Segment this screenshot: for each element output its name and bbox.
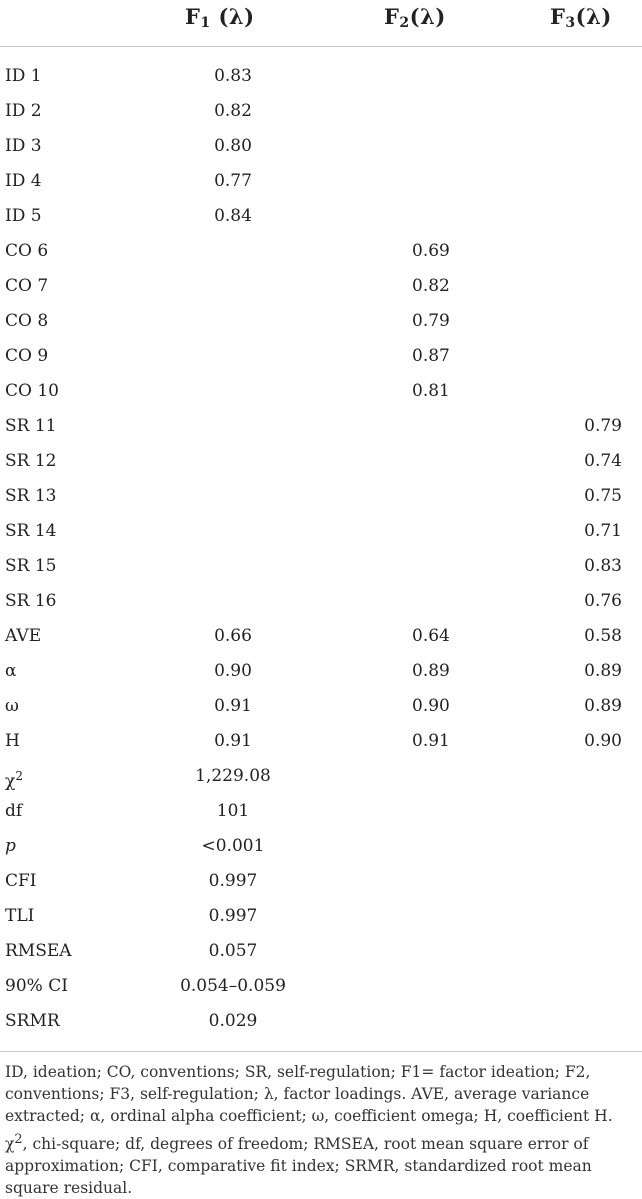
table-row bbox=[0, 759, 642, 794]
table-row bbox=[0, 234, 642, 269]
table-row bbox=[0, 444, 642, 479]
cell-f1: 0.057 bbox=[208, 941, 258, 961]
table-row bbox=[0, 269, 642, 304]
table-row bbox=[0, 864, 642, 899]
cell-f2: 0.87 bbox=[412, 346, 450, 366]
cell-f3: 0.89 bbox=[584, 696, 622, 716]
row-label: CO 10 bbox=[5, 381, 59, 401]
cell-f2: 0.91 bbox=[412, 731, 450, 751]
cell-f1 bbox=[158, 514, 308, 549]
cell-f3: 0.90 bbox=[584, 731, 622, 751]
table-row bbox=[0, 479, 642, 514]
table-row bbox=[0, 164, 642, 199]
table-row bbox=[0, 59, 642, 94]
table-row bbox=[0, 409, 642, 444]
cell-f3: 0.89 bbox=[584, 661, 622, 681]
row-label: CFI bbox=[5, 871, 37, 891]
cell-f3: 0.79 bbox=[584, 416, 622, 436]
table-row bbox=[0, 374, 642, 409]
cell-f3: 0.74 bbox=[584, 451, 622, 471]
row-label: SR 15 bbox=[5, 556, 57, 576]
cell-f2: 0.90 bbox=[412, 696, 450, 716]
table-row bbox=[0, 899, 642, 934]
table-row bbox=[0, 724, 642, 759]
row-label: SR 13 bbox=[5, 486, 57, 506]
cell-f1 bbox=[158, 234, 308, 269]
row-label: CO 7 bbox=[5, 276, 49, 296]
row-label: SR 14 bbox=[5, 521, 57, 541]
cell-f1 bbox=[158, 584, 308, 619]
cell-f1 bbox=[158, 374, 308, 409]
table-row bbox=[0, 304, 642, 339]
row-label: ID 3 bbox=[5, 136, 42, 156]
cell-f1 bbox=[158, 479, 308, 514]
cell-f2: 0.82 bbox=[412, 276, 450, 296]
row-label: 90% CI bbox=[5, 976, 68, 996]
row-label: SRMR bbox=[5, 1011, 60, 1031]
cell-f1 bbox=[158, 444, 308, 479]
row-label: p bbox=[5, 836, 16, 856]
cell-f3: 0.71 bbox=[584, 521, 622, 541]
footnote-fit-indices: $\chi^2$, chi-square; df, degrees of freedom; RMSEA, root mean square error of approximation; CFI, comparative fit index; SRMR, standardized root mean square residual. bbox=[5, 1132, 592, 1198]
table-header bbox=[0, 0, 642, 47]
table-row bbox=[0, 584, 642, 619]
cell-f1: 0.77 bbox=[214, 171, 252, 191]
table-bottom-rule bbox=[0, 1051, 642, 1052]
table-row bbox=[0, 514, 642, 549]
cell-f1: 0.91 bbox=[214, 731, 252, 751]
table-row bbox=[0, 794, 642, 829]
cell-f1: 0.997 bbox=[208, 906, 258, 926]
cell-f1: 0.029 bbox=[208, 1011, 258, 1031]
cell-f1 bbox=[158, 409, 308, 444]
row-label: CO 8 bbox=[5, 311, 49, 331]
table-row bbox=[0, 619, 642, 654]
row-label: CO 9 bbox=[5, 346, 49, 366]
table-row bbox=[0, 689, 642, 724]
footnote-abbreviations: ID, ideation; CO, conventions; SR, self-regulation; F1= factor ideation; F2, conventions; F3, self-regulation; λ, factor loadings. AVE, average variance extracted; α, ordinal alpha coefficient; ω, coefficient omega; H, coefficient H. bbox=[5, 1063, 613, 1125]
table-footnotes bbox=[5, 1061, 637, 1199]
row-label: ID 4 bbox=[5, 171, 42, 191]
row-label: SR 11 bbox=[5, 416, 57, 436]
table-row bbox=[0, 1004, 642, 1039]
row-label: ID 5 bbox=[5, 206, 42, 226]
cell-f3: 0.75 bbox=[584, 486, 622, 506]
cell-f1: 0.83 bbox=[214, 66, 252, 86]
cell-f2: 0.89 bbox=[412, 661, 450, 681]
cell-f1 bbox=[158, 304, 308, 339]
cell-f1: 101 bbox=[216, 801, 250, 821]
header-f3: $F_3(\lambda)$ bbox=[550, 4, 612, 31]
row-label: α bbox=[5, 661, 17, 681]
row-label: ω bbox=[5, 696, 19, 716]
cell-f1: 0.82 bbox=[214, 101, 252, 121]
cell-f1: 0.997 bbox=[208, 871, 258, 891]
table-row bbox=[0, 199, 642, 234]
row-label: $\chi^2$ bbox=[5, 769, 23, 792]
cell-f1: 0.90 bbox=[214, 661, 252, 681]
row-label: RMSEA bbox=[5, 941, 72, 961]
row-label: ID 1 bbox=[5, 66, 42, 86]
cell-f1 bbox=[158, 269, 308, 304]
row-label: TLI bbox=[5, 906, 35, 926]
row-label: H bbox=[5, 731, 20, 751]
row-label: AVE bbox=[5, 626, 42, 646]
table-row bbox=[0, 969, 642, 1004]
cell-f3: 0.76 bbox=[584, 591, 622, 611]
table-row bbox=[0, 654, 642, 689]
table-row bbox=[0, 829, 642, 864]
cell-f1: 0.80 bbox=[214, 136, 252, 156]
table-row bbox=[0, 94, 642, 129]
cell-f1 bbox=[158, 339, 308, 374]
row-label: SR 16 bbox=[5, 591, 57, 611]
row-label: SR 12 bbox=[5, 451, 57, 471]
cell-f1: <0.001 bbox=[201, 836, 265, 856]
cell-f2: 0.81 bbox=[412, 381, 450, 401]
cell-f1: 0.66 bbox=[214, 626, 252, 646]
cell-f1: 0.84 bbox=[214, 206, 252, 226]
cell-f2: 0.64 bbox=[412, 626, 450, 646]
header-f2: $F_2(\lambda)$ bbox=[384, 4, 446, 31]
table-row bbox=[0, 934, 642, 969]
cell-f3: 0.58 bbox=[584, 626, 622, 646]
cell-f1: 1,229.08 bbox=[195, 766, 271, 786]
cell-f1: 0.054–0.059 bbox=[180, 976, 286, 996]
table-row bbox=[0, 129, 642, 164]
cell-f1: 0.91 bbox=[214, 696, 252, 716]
cell-f2: 0.69 bbox=[412, 241, 450, 261]
table-row bbox=[0, 339, 642, 374]
table-row bbox=[0, 549, 642, 584]
row-label: ID 2 bbox=[5, 101, 42, 121]
cell-f2: 0.79 bbox=[412, 311, 450, 331]
cell-f1 bbox=[158, 549, 308, 584]
cell-f3: 0.83 bbox=[584, 556, 622, 576]
header-f1: $F_1$ (λ) bbox=[185, 4, 255, 31]
row-label: df bbox=[5, 801, 23, 821]
row-label: CO 6 bbox=[5, 241, 49, 261]
